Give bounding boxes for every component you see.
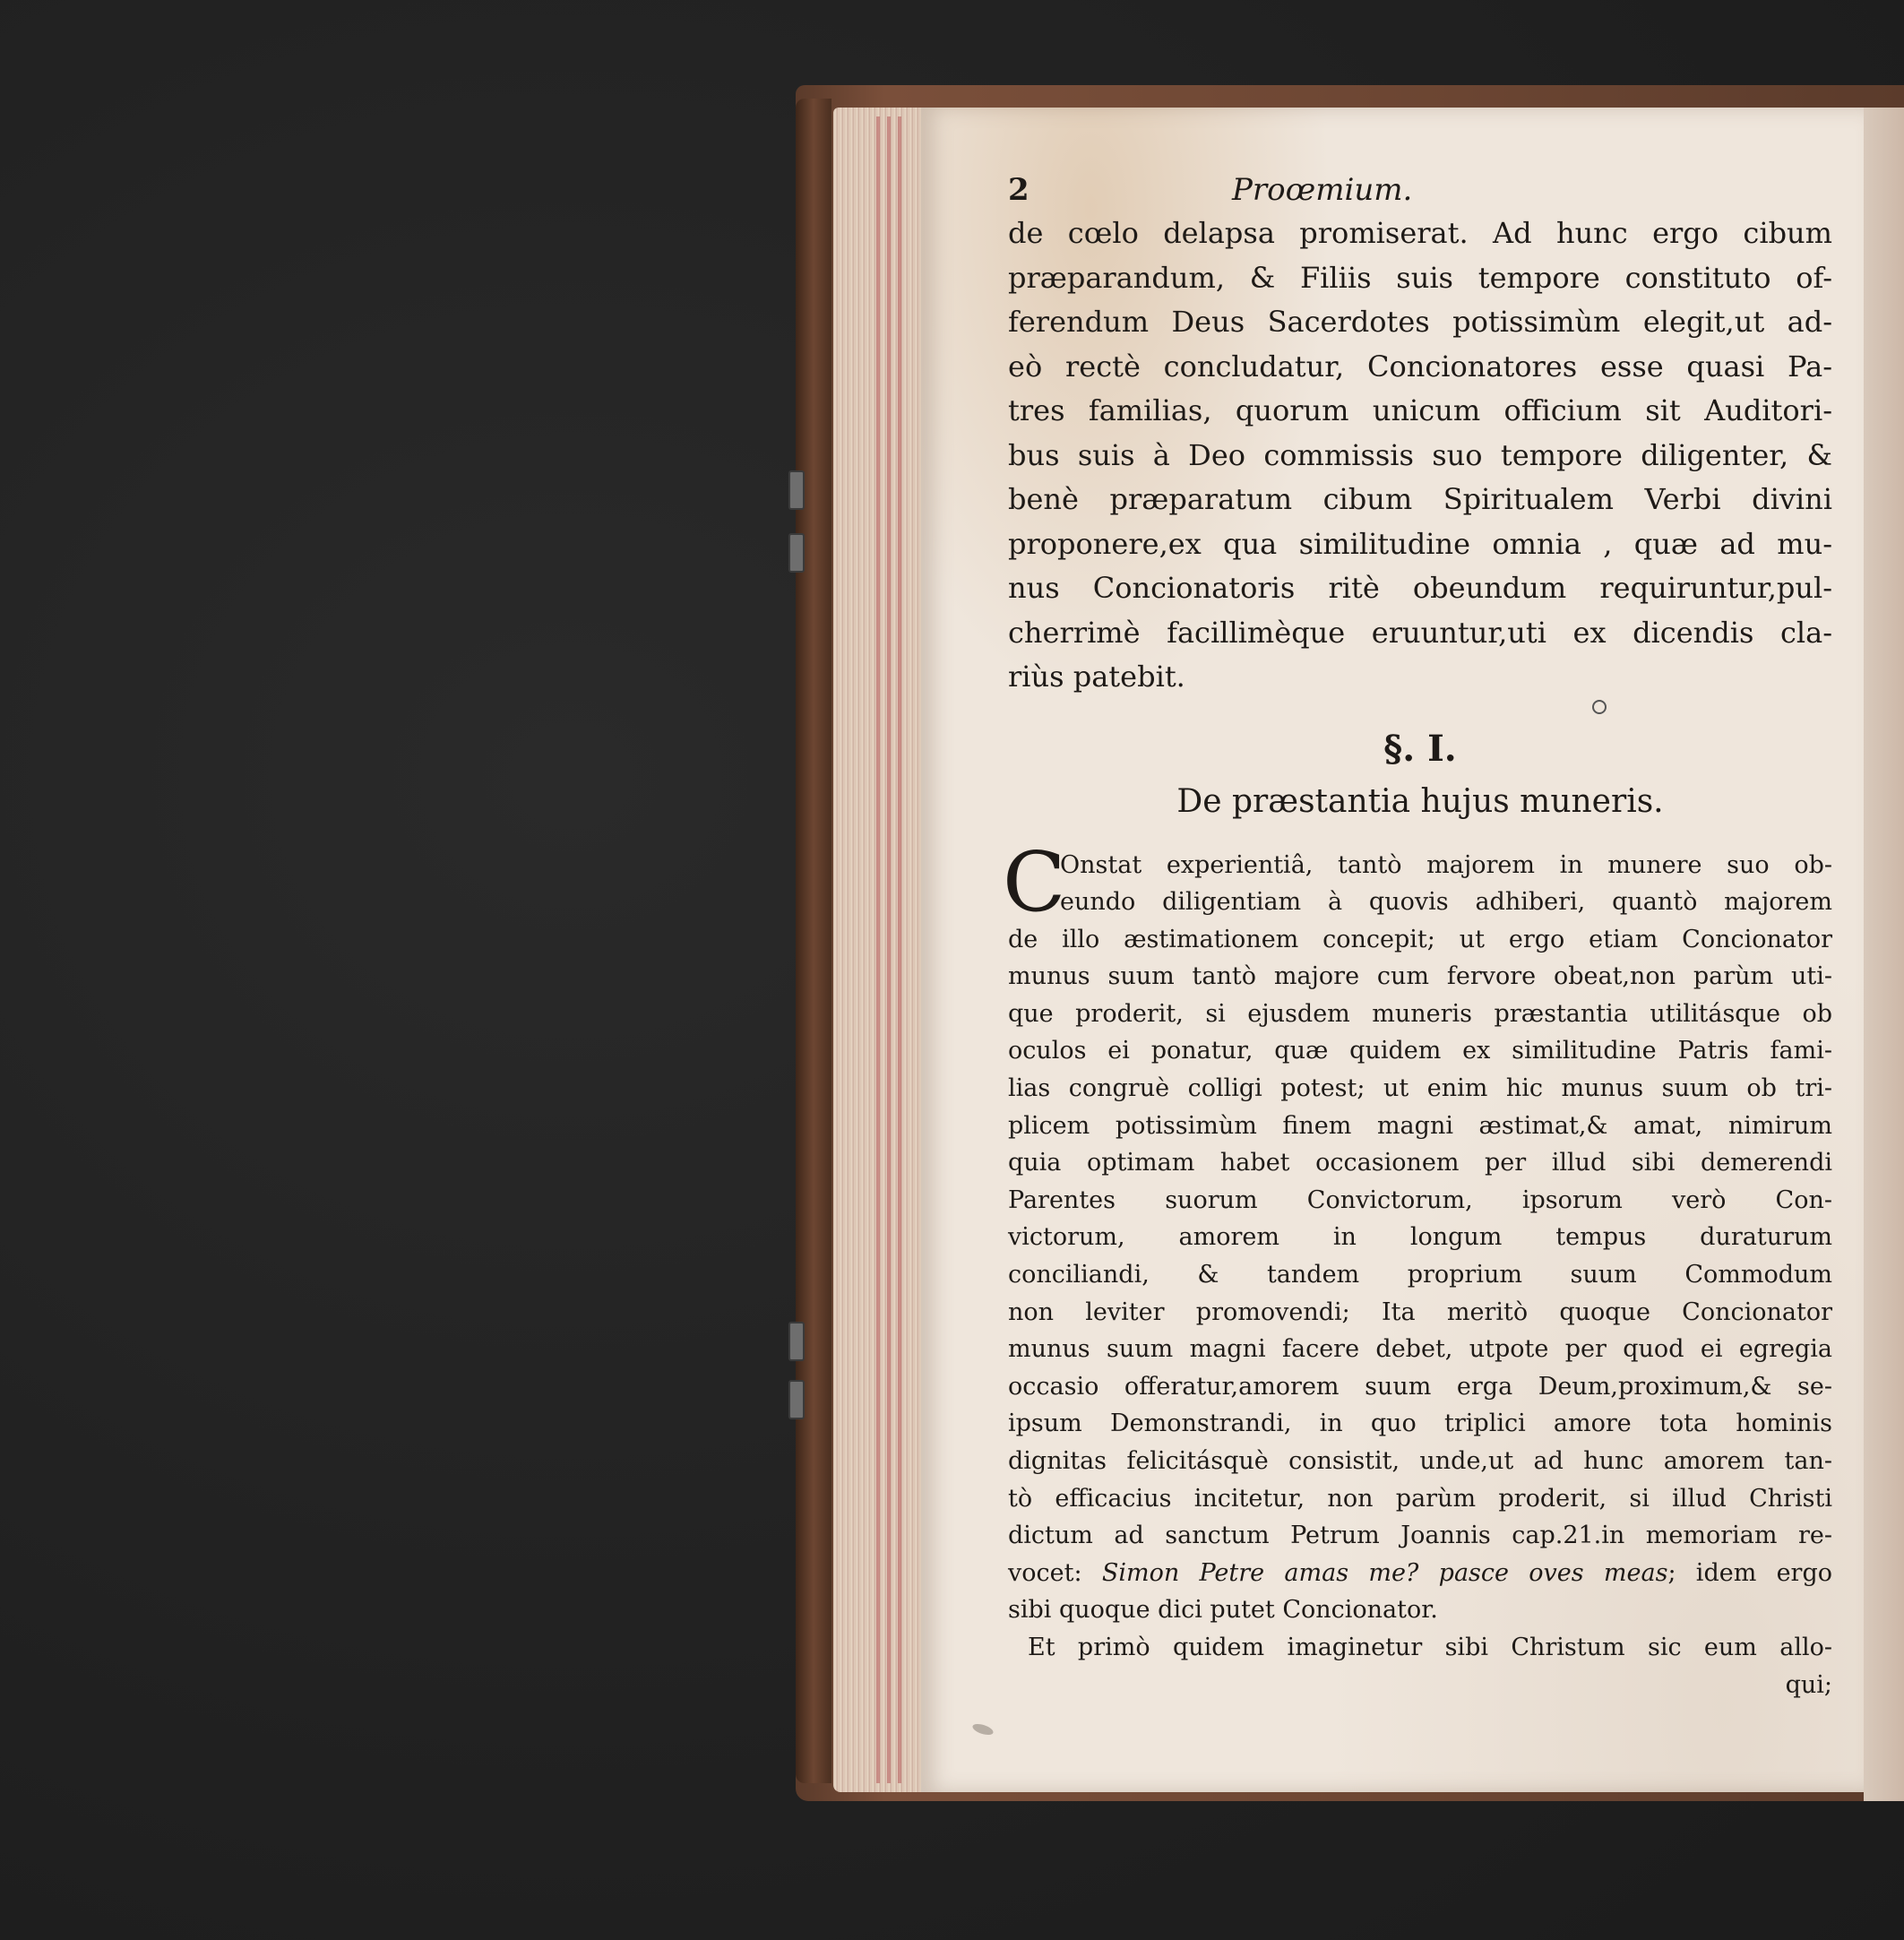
text-line: nus Concionatoris ritè obeundum requiruntur,pul- xyxy=(1008,571,1832,605)
quote-prefix: vocet: xyxy=(1008,1558,1102,1587)
drop-cap: C xyxy=(1003,833,1066,930)
scripture-quote: Simon Petre amas me? pasce oves meas xyxy=(1101,1558,1668,1587)
text-line: oculos ei ponatur, quæ quidem ex similitudine Patris fami- xyxy=(1008,1037,1832,1065)
text-line: sibi quoque dici putet Concionator. xyxy=(1008,1596,1438,1625)
text-line: Parentes suorum Convictorum, ipsorum verò Con- xyxy=(1008,1186,1832,1214)
catchword: qui; xyxy=(1785,1670,1832,1699)
text-line: tò efficacius incitetur, non parùm proderit, si illud Christi xyxy=(1008,1484,1832,1513)
text-line: plicem potissimùm finem magni æstimat,& amat, nimirum xyxy=(1008,1111,1832,1140)
text-line: de illo æstimationem concepit; ut ergo etiam Concionator xyxy=(1008,925,1832,953)
quote-suffix: ; idem ergo xyxy=(1667,1558,1833,1587)
clasp-hinge xyxy=(788,470,805,510)
red-page-edge xyxy=(887,116,891,1783)
page-text xyxy=(1003,172,1833,1703)
text-line: Onstat experientiâ, tantò majorem in munere suo ob- xyxy=(1060,850,1832,879)
text-line: eò rectè concludatur, Concionatores esse quasi Pa- xyxy=(1008,349,1832,384)
text-line: de cœlo delapsa promiserat. Ad hunc ergo cibum xyxy=(1008,216,1832,250)
text-line: riùs patebit. xyxy=(1008,660,1185,694)
book-spine xyxy=(796,99,831,1783)
page-header xyxy=(1008,172,1832,211)
text-line: non leviter promovendi; Ita meritò quoque Concionator xyxy=(1008,1298,1832,1326)
text-line: tres familias, quorum unicum officium sit Auditori- xyxy=(1008,393,1832,427)
text-line: dictum ad sanctum Petrum Joannis cap.21.in memoriam re- xyxy=(1008,1522,1832,1550)
text-line: ferendum Deus Sacerdotes potissimùm elegit,ut ad- xyxy=(1008,305,1832,339)
text-line: bus suis à Deo commissis suo tempore diligenter, & xyxy=(1008,437,1832,472)
page-number: 2 xyxy=(1008,172,1030,208)
section-mark: §. I. xyxy=(1383,727,1457,770)
clasp-hinge xyxy=(788,1380,805,1419)
red-page-edge xyxy=(876,116,880,1783)
text-line: que proderit, si ejusdem muneris præstantia utilitásque ob xyxy=(1008,999,1832,1028)
text-line: munus suum magni facere debet, utpote per quod ei egregia xyxy=(1008,1335,1832,1364)
text-line: munus suum tantò majore cum fervore obeat,non parùm uti- xyxy=(1008,962,1832,991)
text-line: benè præparatum cibum Spiritualem Verbi divini xyxy=(1008,482,1832,516)
text-line: eundo diligentiam à quovis adhiberi, quantò majorem xyxy=(1060,888,1832,917)
text-line: Et primò quidem imaginetur sibi Christum sic eum allo- xyxy=(1028,1633,1832,1661)
section-title: De præstantia hujus muneris. xyxy=(1176,782,1664,820)
quote-line xyxy=(1008,1555,1832,1592)
text-line: occasio offeratur,amorem suum erga Deum,proximum,& se- xyxy=(1008,1372,1832,1401)
text-line: conciliandi, & tandem proprium suum Commodum xyxy=(1008,1261,1832,1289)
text-line: ipsum Demonstrandi, in quo triplici amore tota hominis xyxy=(1008,1410,1832,1438)
text-line: quia optimam habet occasionem per illud sibi demerendi xyxy=(1008,1149,1832,1177)
intro-paragraph xyxy=(1008,211,1832,700)
text-line: victorum, amorem in longum tempus duraturum xyxy=(1008,1223,1832,1252)
clasp-hinge xyxy=(788,533,805,573)
text-line: cherrimè facillimèque eruuntur,uti ex dicendis cla- xyxy=(1008,615,1832,650)
text-line: proponere,ex qua similitudine omnia , quæ ad mu- xyxy=(1008,526,1832,561)
red-page-edge xyxy=(898,116,901,1783)
text-line: lias congruè colligi potest; ut enim hic munus suum ob tri- xyxy=(1008,1074,1832,1103)
text-line: præparandum, & Filiis suis tempore constituto of- xyxy=(1008,260,1832,295)
running-title: Proœmium. xyxy=(1232,172,1413,208)
text-line: dignitas felicitásquè consistit, unde,ut ad hunc amorem tan- xyxy=(1008,1447,1832,1475)
body-paragraph xyxy=(1003,833,1833,1704)
clasp-hinge xyxy=(788,1322,805,1361)
facing-page-edge xyxy=(1864,108,1904,1801)
